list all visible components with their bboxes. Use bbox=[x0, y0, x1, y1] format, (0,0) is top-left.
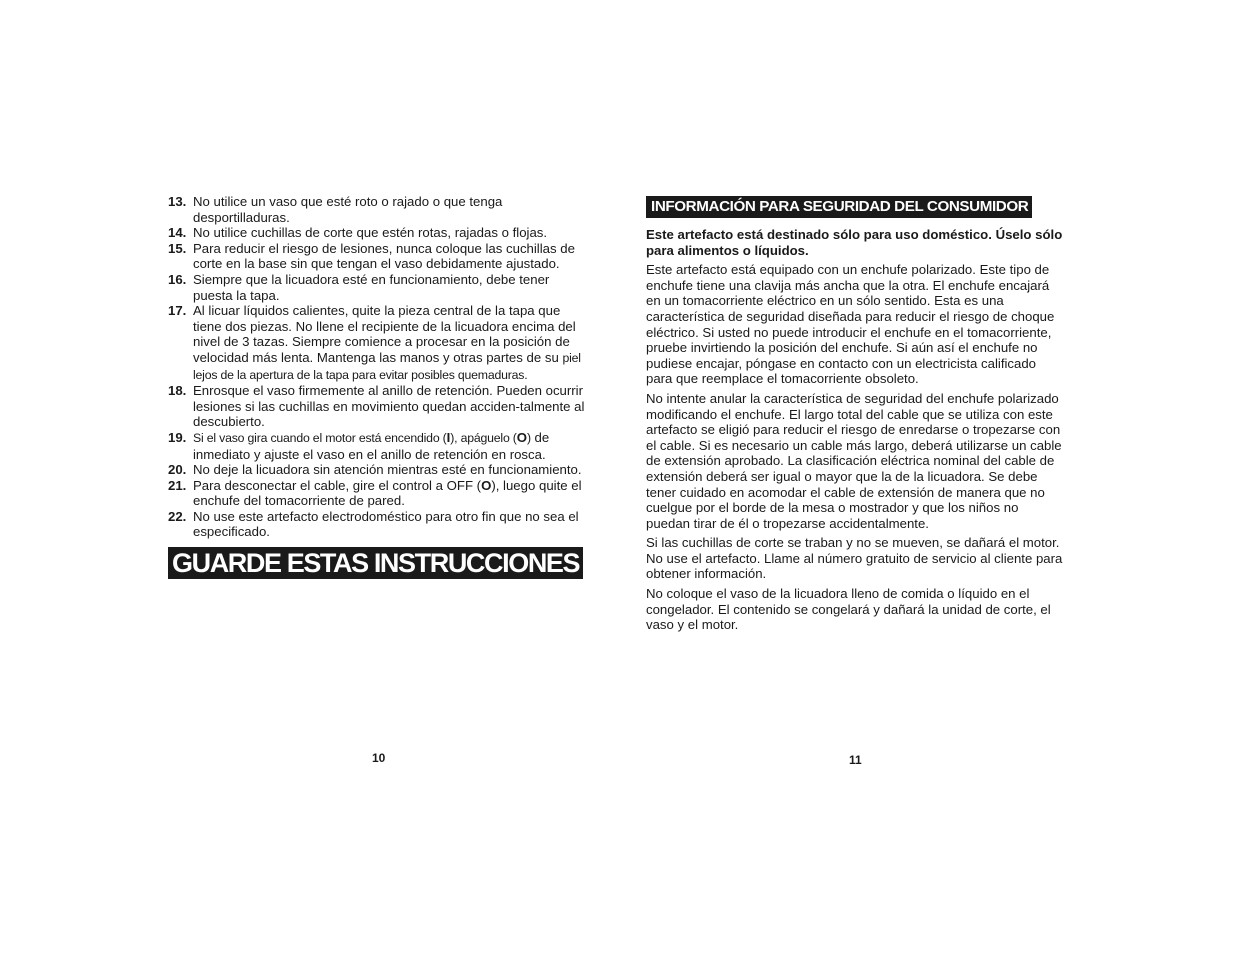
item-number: 19. bbox=[168, 429, 187, 445]
right-page bbox=[646, 196, 1066, 633]
item-text: ), apáguelo ( bbox=[450, 430, 517, 445]
list-item bbox=[168, 272, 592, 303]
item-number: 18. bbox=[168, 383, 187, 399]
consumer-safety-heading: INFORMACIÓN PARA SEGURIDAD DEL CONSUMIDOR bbox=[646, 196, 1032, 218]
page-number-left: 10 bbox=[372, 751, 386, 765]
on-symbol: I bbox=[446, 429, 451, 445]
list-item bbox=[168, 509, 592, 540]
page-number-right: 11 bbox=[849, 753, 862, 767]
list-item bbox=[168, 225, 592, 241]
item-number: 21. bbox=[168, 477, 187, 493]
item-text: Para reducir el riesgo de lesiones, nunca coloque las cuchillas de corte en la base sin que tengan el vaso debidamente ajustado. bbox=[193, 240, 575, 272]
item-number: 15. bbox=[168, 240, 187, 256]
item-text-condensed: piel lejos de la apertura de la tapa para evitar posibles quemaduras. bbox=[193, 350, 581, 382]
item-text: Si el vaso gira cuando el motor está encendido ( bbox=[193, 430, 447, 445]
body-paragraph: No coloque el vaso de la licuadora lleno de comida o líquido en el congelador. El contenido se congelará y dañará la unidad de corte, el vaso y el motor. bbox=[646, 586, 1051, 633]
body-paragraph: Este artefacto está equipado con un enchufe polarizado. Este tipo de enchufe tiene una clavija más ancha que la otra. El enchufe encajará en un tomacorriente eléctrico en un sólo sentido. Esta es una característica de seguridad diseñada para reducir el riesgo de choque eléctrico. Si usted no puede introducir el enchufe en el tomacorriente, pruebe invirtiendo la posición del enchufe. Si aún así el enchufe no pudiese encajar, póngase en contacto con un electricista calificado para que reemplace el tomacorriente obsoleto. bbox=[646, 262, 1055, 387]
list-item bbox=[168, 462, 592, 478]
list-item bbox=[168, 430, 592, 462]
list-item bbox=[168, 383, 592, 430]
item-number: 13. bbox=[168, 194, 187, 209]
save-instructions-banner: GUARDE ESTAS INSTRUCCIONES bbox=[168, 547, 583, 579]
safety-list bbox=[168, 194, 592, 540]
list-item bbox=[168, 478, 592, 509]
off-symbol: O bbox=[516, 429, 527, 445]
off-symbol: O bbox=[481, 477, 492, 493]
item-text: No use este artefacto electrodoméstico para otro fin que no sea el especificado. bbox=[193, 508, 579, 540]
intro-paragraph: Este artefacto está destinado sólo para uso doméstico. Úselo sólo para alimentos o líquidos. bbox=[646, 227, 1063, 258]
item-number: 20. bbox=[168, 462, 187, 478]
item-number: 22. bbox=[168, 508, 187, 524]
list-item bbox=[168, 303, 592, 383]
item-text: de inmediato y ajuste el vaso en el anillo de retención en rosca. bbox=[193, 429, 550, 462]
left-page bbox=[168, 194, 592, 579]
item-text: ), luego quite el enchufe del tomacorriente de pared. bbox=[193, 477, 582, 509]
item-text: No deje la licuadora sin atención mientras esté en funcionamiento. bbox=[193, 462, 582, 478]
list-item bbox=[168, 241, 592, 272]
item-text: Enrosque el vaso firmemente al anillo de retención. Pueden ocurrir lesiones si las cuchillas en movimiento quedan acciden-talmente al descubierto. bbox=[193, 383, 585, 430]
body-paragraph: Si las cuchillas de corte se traban y no se mueven, se dañará el motor. No use el artefacto. Llame al número gratuito de servicio al cliente para obtener información. bbox=[646, 535, 1063, 582]
item-number: 16. bbox=[168, 271, 187, 287]
item-text: Siempre que la licuadora esté en funcionamiento, debe tener puesta la tapa. bbox=[193, 271, 550, 303]
item-text: Para desconectar el cable, gire el control a OFF ( bbox=[193, 477, 482, 493]
item-text: No utilice un vaso que esté roto o rajado o que tenga desportilladuras. bbox=[193, 194, 503, 225]
item-number: 17. bbox=[168, 303, 187, 319]
item-text: No utilice cuchillas de corte que estén rotas, rajadas o flojas. bbox=[193, 225, 548, 241]
body-paragraph: No intente anular la característica de seguridad del enchufe polarizado modificando el enchufe. El largo total del cable que se utiliza con este artefacto se eligió para reducir el riesgo de enredarse o tropezarse con el cable. Si es necesario un cable más largo, deberá utilizarse un cable de extensión aprobado. La clasificación eléctrica nominal del cable de extensión deberá ser igual o mayor que la de la licuadora. Se debe tener cuidado en acomodar el cable de extensión de manera que no cuelgue por el borde de la mesa o mostrador y que los niños no puedan tirar de él o tropezarse accidentalmente. bbox=[646, 390, 1062, 531]
list-item bbox=[168, 194, 592, 225]
item-number: 14. bbox=[168, 225, 187, 241]
item-text: Al licuar líquidos calientes, quite la pieza central de la tapa que tiene dos piezas. No llene el recipiente de la licuadora encima del nivel de 3 tazas. Siempre comience a procesar en la posición de velocidad más lenta. Mantenga las manos y otras partes de su bbox=[193, 303, 576, 365]
item-text: ) bbox=[526, 430, 531, 445]
